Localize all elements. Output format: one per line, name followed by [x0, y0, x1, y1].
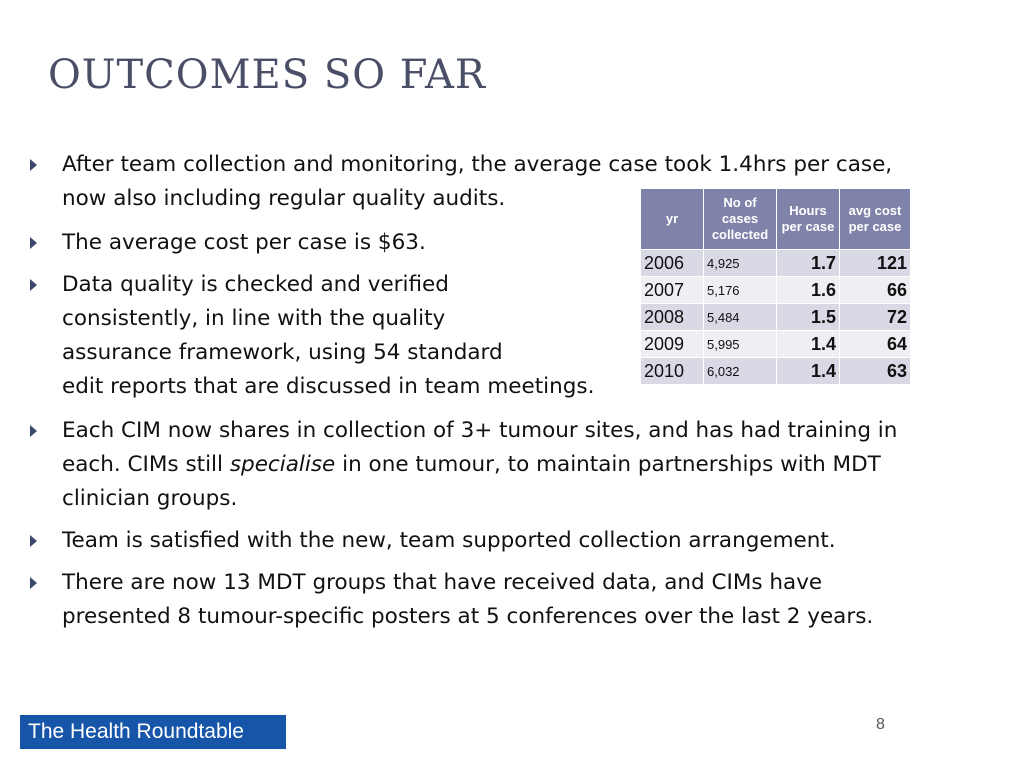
- table-row: [641, 304, 911, 331]
- bullet-text: Each CIM now shares in collection of 3+ tumour sites, and has had training in: [62, 418, 898, 443]
- triangle-bullet-icon: [30, 279, 37, 291]
- cell-cases: 5,176: [704, 277, 777, 304]
- bullet-text: Team is satisfied with the new, team supported collection arrangement.: [62, 528, 836, 553]
- bullet-text: After team collection and monitoring, the average case took 1.4hrs per case,: [62, 152, 893, 177]
- cell-cost: 63: [840, 358, 911, 385]
- bullet-text: presented 8 tumour-specific posters at 5 conferences over the last 2 years.: [62, 604, 874, 629]
- cell-hours: 1.6: [777, 277, 840, 304]
- cell-yr: 2009: [641, 331, 704, 358]
- cell-cost: 72: [840, 304, 911, 331]
- bullet-text: clinician groups.: [62, 486, 238, 511]
- header-cost-line: avg cost: [848, 203, 902, 218]
- bullet-text: The average cost per case is $63.: [62, 230, 426, 255]
- bullet-text-part: in one tumour, to maintain partnerships with MDT: [335, 452, 881, 477]
- bullet-text-part: each. CIMs still: [62, 452, 230, 477]
- bullet-text: consistently, in line with the quality: [62, 306, 446, 331]
- bullet-text: assurance framework, using 54 standard: [62, 340, 503, 365]
- cell-yr: 2007: [641, 277, 704, 304]
- bullet-text: Data quality is checked and verified: [62, 272, 449, 297]
- bullet-text: There are now 13 MDT groups that have received data, and CIMs have: [62, 570, 823, 595]
- bullet-text: [62, 448, 881, 482]
- header-hours: [777, 189, 840, 250]
- cell-cases: 5,995: [704, 331, 777, 358]
- slide-title: OUTCOMES SO FAR: [48, 52, 487, 98]
- cell-hours: 1.4: [777, 331, 840, 358]
- cell-yr: 2010: [641, 358, 704, 385]
- triangle-bullet-icon: [30, 237, 37, 249]
- cell-hours: 1.7: [777, 250, 840, 277]
- cell-cases: 4,925: [704, 250, 777, 277]
- header-yr: yr: [641, 189, 704, 250]
- triangle-bullet-icon: [30, 535, 37, 547]
- header-cases-line: No of: [723, 195, 757, 210]
- table-row: [641, 331, 911, 358]
- table-row: [641, 358, 911, 385]
- bullet-text: edit reports that are discussed in team meetings.: [62, 374, 595, 399]
- cell-cost: 66: [840, 277, 911, 304]
- triangle-bullet-icon: [30, 159, 37, 171]
- header-cost-line: per case: [848, 219, 902, 234]
- table-row: [641, 250, 911, 277]
- cases-table: [640, 188, 911, 385]
- cell-hours: 1.5: [777, 304, 840, 331]
- table-row: [641, 277, 911, 304]
- header-hours-line: Hours: [789, 203, 827, 218]
- cell-yr: 2008: [641, 304, 704, 331]
- health-roundtable-logo: The Health Roundtable: [20, 715, 286, 749]
- header-hours-line: per case: [781, 219, 835, 234]
- bullet-text: now also including regular quality audits.: [62, 186, 506, 211]
- triangle-bullet-icon: [30, 577, 37, 589]
- cell-yr: 2006: [641, 250, 704, 277]
- bullet-text-italic: specialise: [229, 452, 336, 477]
- cell-cost: 64: [840, 331, 911, 358]
- triangle-bullet-icon: [30, 425, 37, 437]
- cell-cost: 121: [840, 250, 911, 277]
- header-cases-line: collected: [711, 227, 769, 242]
- header-cost: [840, 189, 911, 250]
- cell-cases: 6,032: [704, 358, 777, 385]
- table-header-row: [641, 189, 911, 250]
- page-number: 8: [876, 716, 885, 733]
- cell-hours: 1.4: [777, 358, 840, 385]
- cell-cases: 5,484: [704, 304, 777, 331]
- header-cases: [704, 189, 777, 250]
- header-cases-line: cases: [721, 211, 759, 226]
